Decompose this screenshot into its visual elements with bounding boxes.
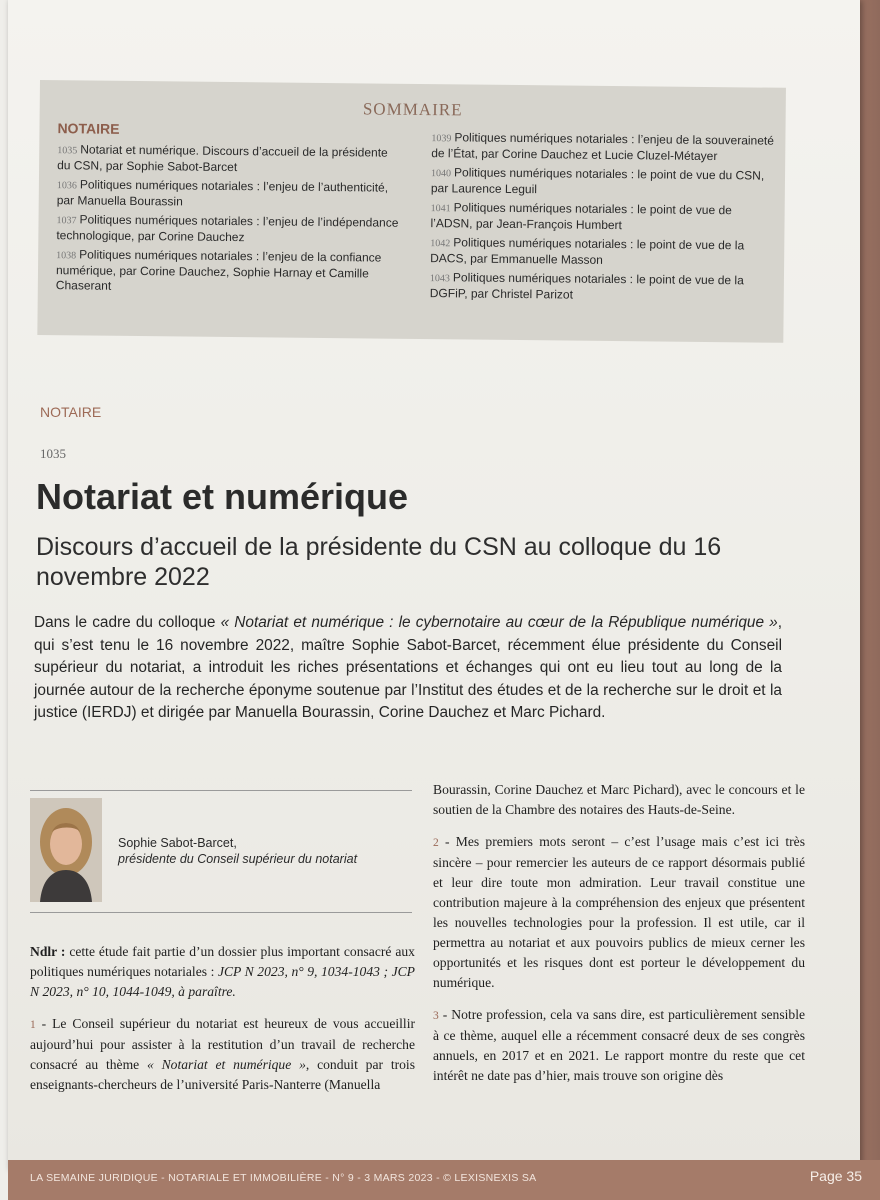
paragraph-1-continued: Bourassin, Corine Dauchez et Marc Pichard), avec le concours et le soutien de la Chambre des notaires des Hauts-de-Seine. xyxy=(433,782,805,817)
summary-item[interactable]: 1040 Politiques numériques notariales : le point de vue du CSN, par Laurence Leguil xyxy=(430,165,765,197)
summary-item[interactable]: 1035 Notariat et numérique. Discours d’accueil de la présidente du CSN, par Sophie Sabot-Barcet xyxy=(57,142,388,175)
summary-box xyxy=(37,80,786,343)
paragraph-1: 1 - Le Conseil supérieur du notariat est heureux de vous accueillir aujourd’hui pour assister à la restitution d’un travail de recherche consacré au thème « Notariat et numérique », conduit par trois enseignants-chercheurs de l’université Paris-Nanterre (Manuella xyxy=(30,1016,415,1092)
paragraph-3: 3 - Notre profession, cela va sans dire, est particulièrement sensible à ce thème, auquel elle a récemment consacré deux de ses congrès annuels, en 2017 et en 2021. Le rapport montre du reste que cet intérêt ne date pas d’hier, mais trouve son origine dès xyxy=(433,1007,805,1083)
author-role: présidente du Conseil supérieur du notariat xyxy=(118,852,358,866)
author-top-rule xyxy=(30,790,412,791)
article-title: Notariat et numérique xyxy=(36,476,409,517)
article-subtitle: Discours d’accueil de la présidente du CSN au colloque du 16 novembre 2022 xyxy=(36,533,722,591)
summary-title: SOMMAIRE xyxy=(362,99,463,120)
author-photo xyxy=(30,798,102,902)
article-number: 1035 xyxy=(40,446,66,461)
summary-item[interactable]: 1036 Politiques numériques notariales : l’enjeu de l’authenticité, par Manuella Bourassin xyxy=(56,177,389,209)
article-lead: Dans le cadre du colloque « Notariat et numérique : le cybernotaire au cœur de la République numérique », qui s’est tenu le 16 novembre 2022, maître Sophie Sabot-Barcet, récemment élue présidente du Conseil supérieur du notariat, a introduit les riches présentations et échanges qui ont eu lieu tout au long de la journée autour de la recherche éponyme soutenue par l’Institut des études et de la recherche sur le droit et la justice (IERDJ) et dirigée par Manuella Bourassin, Corine Dauchez et Marc Pichard. xyxy=(34,614,782,721)
summary-item[interactable]: 1041 Politiques numériques notariales : le point de vue de l’ADSN, par Jean-François Humbert xyxy=(430,200,732,233)
summary-right-column xyxy=(430,130,777,309)
author-bottom-rule xyxy=(30,912,412,913)
paragraph-2: 2 - Mes premiers mots seront – c’est l’usage mais c’est ici très sincère – pour remercier les auteurs de ce rapport désormais publié et leur dire toute mon admiration. Leur travail constitue une contribution majeure à la compréhension des enjeux que présentent les nouvelles technologies pour la profession. Il est utile, car il permettra au notariat et aux pouvoirs publics de mieux cerner les opportunités et les risques dont est porteur le développement du numérique. xyxy=(433,834,805,990)
portrait-image xyxy=(30,798,102,902)
summary-item[interactable]: 1042 Politiques numériques notariales : le point de vue de la DACS, par Emmanuelle Masson xyxy=(430,235,745,267)
summary-item[interactable]: 1038 Politiques numériques notariales : l’enjeu de la confiance numérique, par Corine Dauchez, Sophie Harnay et Camille Chaserant xyxy=(55,247,382,293)
author-name: Sophie Sabot-Barcet, xyxy=(118,836,237,850)
article-section-label: NOTAIRE xyxy=(40,404,102,420)
summary-item[interactable]: 1039 Politiques numériques notariales : l’enjeu de la souveraineté de l’État, par Corine Dauchez et Lucie Cluzel-Métayer xyxy=(431,130,775,164)
editor-note: Ndlr : cette étude fait partie d’un dossier plus important consacré aux politiques numériques notariales : JCP N 2023, n° 9, 1034-1043 ; JCP N 2023, n° 10, 1044-1049, à paraître. xyxy=(30,944,415,999)
footer-publication: LA SEMAINE JURIDIQUE - NOTARIALE ET IMMOBILIÈRE - N° 9 - 3 MARS 2023 - © LEXISNEXIS SA xyxy=(30,1172,537,1184)
body-right-column xyxy=(433,780,805,1098)
page-number: Page 35 xyxy=(809,1168,862,1184)
summary-left-column xyxy=(56,142,403,301)
summary-section-label: NOTAIRE xyxy=(57,120,120,137)
summary-item[interactable]: 1037 Politiques numériques notariales : l’enjeu de l’indépendance technologique, par Corine Dauchez xyxy=(56,212,399,245)
body-left-column xyxy=(30,942,415,1107)
summary-item[interactable]: 1043 Politiques numériques notariales : le point de vue de la DGFiP, par Christel Parizot xyxy=(429,270,744,302)
